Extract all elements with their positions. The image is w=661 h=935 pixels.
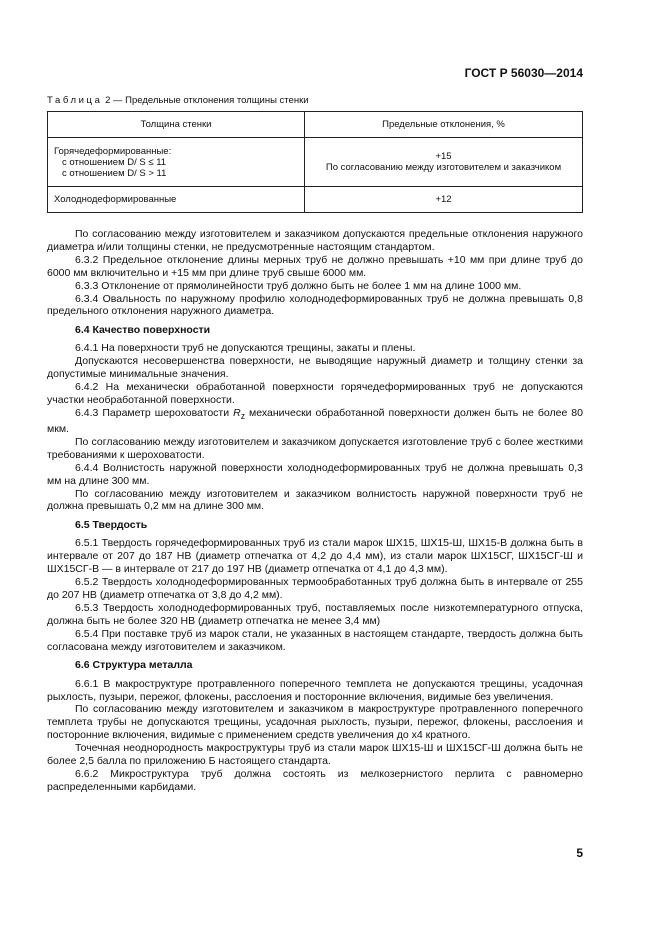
table-header-cell: Предельные отклонения, % [305,112,583,138]
symbol-z: z [240,411,246,422]
table-header-cell: Толщина стенки [48,112,305,138]
paragraph: Допускаются несовершенства поверхности, не выводящие наружный диаметр и толщину стенки за допустимые минимальные значения. [47,355,583,381]
paragraph: 6.3.3 Отклонение от прямолинейности труб должно быть не более 1 мм на длине 1000 мм. [75,279,522,292]
table-row [48,187,583,213]
paragraph: 6.3.4 Овальность по наружному профилю холоднодеформированных труб не должна превышать 0,8 предельного отклонения наружного диаметра. [47,292,583,318]
paragraph: 6.4.4 Волнистость наружной поверхности холоднодеформированных труб не должна превышать 0,3 мм на длине 300 мм. [47,461,583,487]
symbol-r: R [233,406,241,419]
table-header-row [48,112,583,138]
paragraph: 6.6.1 В макроструктуре протравленного поперечного темплета не допускаются трещины, усадочная рыхлость, пузыри, пережог, флокены, расслоения и посторонние включения, видимые без увеличения. [47,677,583,703]
paragraph: 6.6.2 Микроструктура труб должна состоять из мелкозернистого перлита с равномерно распределенными карбидами. [47,768,583,793]
deviation-table [47,111,583,213]
cell-line: По согласованию между изготовителем и заказчиком [325,162,562,173]
table-cell [305,138,583,187]
paragraph: 6.5.3 Твердость холоднодеформированных труб, поставляемых после низкотемпературного отпуска, должна быть не более 320 НВ (диаметр отпечатка не менее 3,4 мм) [47,601,583,627]
document-header: ГОСТ Р 56030—2014 [464,66,583,80]
table-row [48,138,583,187]
section-heading: 6.4 Качество поверхности [75,323,211,336]
table-caption-label: Таблица [47,95,103,106]
paragraph: 6.5.2 Твердость холоднодеформированных термообработанных труб должна быть в интервале от 255 до 207 НВ (диаметр отпечатка от 3,8 до 4,2 мм). [47,576,583,602]
cell-line: с отношением D/ S > 11 [62,167,167,179]
cell-line: Горячедеформированные: [54,145,172,157]
paragraph-text: 6.4.3 Параметр шероховатости [75,406,234,419]
paragraph: 6.3.2 Предельное отклонение длины мерных труб не должно превышать +10 мм при длине труб до 6000 мм включительно и +15 мм при длине труб свыше 6000 мм. [47,253,583,279]
cell-line: с отношением D/ S ≤ 11 [62,156,167,168]
table-cell: Холоднодеформированные [48,187,305,213]
paragraph: По согласованию между изготовителем и заказчиком допускаются предельные отклонения наружного диаметра и/или толщины стенки, не предусмотренные настоящим стандартом. [47,228,583,253]
paragraph: 6.4.1 На поверхности труб не допускаются трещины, закаты и плены. [75,342,416,355]
paragraph: 6.5.4 При поставке труб из марок стали, не указанных в настоящем стандарте, твердость должна быть согласована между изготовителем и заказчиком. [47,627,583,653]
paragraph: Точечная неоднородность макроструктуры труб из стали марок ШХ15-Ш и ШХ15СГ-Ш должна быть не более 2,5 балла по приложению Б настоящего стандарта. [47,742,583,768]
section-heading: 6.5 Твердость [75,518,148,531]
page-number: 5 [576,846,583,860]
paragraph: По согласованию между изготовителем и заказчиком в макроструктуре протравленного поперечного темплета трубы не допускаются трещины, усадочная рыхлость, пузыри, пережог, флокены, расслоения и посторонние включения, видимые с применением средств увеличения до х4 кратного. [47,703,583,742]
paragraph-text: механически обработанной поверхности должен быть не более 80 мкм. [47,406,583,435]
table-caption [47,95,309,106]
paragraph: По согласованию между изготовителем и заказчиком волнистость наружной поверхности труб не должна превышать 0,2 мм на длине 300 мм. [47,487,583,513]
table-cell [48,138,305,187]
paragraph [47,407,583,436]
section-heading: 6.6 Структура металла [75,659,193,672]
paragraph: 6.5.1 Твердость горячедеформированных труб из стали марок ШХ15, ШХ15-Ш, ШХ15-В должна быть в интервале от 207 до 187 НВ (диаметр отпечатка от 4,2 до 4,4 мм), из стали марок ШХ15СГ, ШХ15СГ-Ш и ШХ15СГ-В — в интервале от 217 до 197 НВ (диаметр отпечатка от 4,1 до 4,3 мм). [47,537,583,576]
table-caption-title: — Предельные отклонения толщины стенки [113,95,309,106]
paragraph: По согласованию между изготовителем и заказчиком допускается изготовление труб с более жесткими требованиями к шероховатости. [47,435,583,461]
cell-line: +15 [435,151,452,162]
table-caption-number: 2 [105,95,111,106]
paragraph: 6.4.2 На механически обработанной поверхности горячедеформированных труб не допускаются участки необработанной поверхности. [47,381,583,407]
table-cell: +12 [305,187,583,213]
body-text [47,228,583,794]
